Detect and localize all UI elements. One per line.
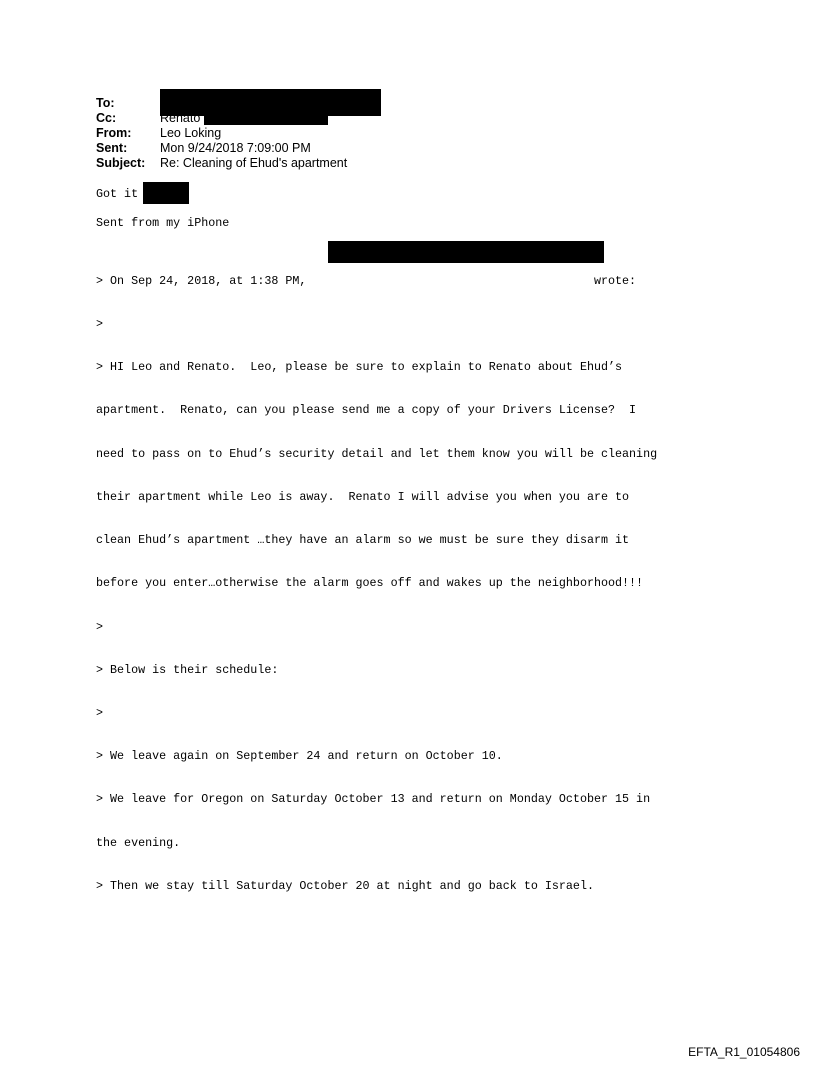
- quote-line: need to pass on to Ehud’s security detail and let them know you will be cleaning: [96, 446, 658, 461]
- quote-line: > On Sep 24, 2018, at 1:38 PM, wrote:: [96, 273, 637, 288]
- redaction-block: [204, 116, 328, 125]
- from-label: From:: [96, 126, 132, 140]
- document-id: EFTA_R1_01054806: [688, 1045, 800, 1059]
- quote-line: >: [96, 706, 104, 720]
- cc-value-wrap: [160, 111, 200, 126]
- subject-row: [96, 156, 347, 171]
- subject-value: Re: Cleaning of Ehud's apartment: [160, 156, 348, 170]
- from-value: Leo Loking: [160, 126, 222, 140]
- quote-line: > We leave for Oregon on Saturday October 13 and return on Monday October 15 in: [96, 792, 651, 807]
- reply-text: Got it: [96, 187, 139, 201]
- quote-line: apartment. Renato, can you please send me a copy of your Drivers License? I: [96, 403, 637, 418]
- redaction-block: [328, 241, 604, 263]
- quote-line: > Then we stay till Saturday October 20 at night and go back to Israel.: [96, 878, 594, 893]
- quote-line: >: [96, 619, 104, 634]
- to-label: To:: [96, 96, 115, 110]
- email-header: [96, 96, 347, 171]
- cc-label: Cc:: [96, 111, 117, 125]
- quote-line: their apartment while Leo is away. Renato I will advise you when you are to: [96, 489, 630, 504]
- from-row: [96, 126, 347, 141]
- cc-row: [96, 111, 347, 126]
- quote-line: before you enter…otherwise the alarm goes off and wakes up the neighborhood!!!: [96, 576, 644, 591]
- quote-line: clean Ehud’s apartment …they have an alarm so we must be sure they disarm it: [96, 533, 630, 548]
- subject-label: Subject:: [96, 156, 146, 170]
- quote-line: >: [96, 317, 104, 332]
- cc-value: Renato: [160, 111, 201, 125]
- sent-value: Mon 9/24/2018 7:09:00 PM: [160, 141, 311, 155]
- quote-line: the evening.: [96, 835, 181, 850]
- quoted-message: [96, 245, 657, 908]
- redaction-block: [143, 182, 189, 204]
- sent-row: [96, 141, 347, 156]
- sent-label: Sent:: [96, 141, 128, 155]
- quote-line: > HI Leo and Renato. Leo, please be sure to explain to Renato about Ehud’s: [96, 360, 623, 375]
- to-row: [96, 96, 347, 111]
- quote-line: > Below is their schedule:: [96, 662, 279, 677]
- signature-text: Sent from my iPhone: [96, 216, 230, 230]
- quote-line: > We leave again on September 24 and return on October 10.: [96, 749, 503, 764]
